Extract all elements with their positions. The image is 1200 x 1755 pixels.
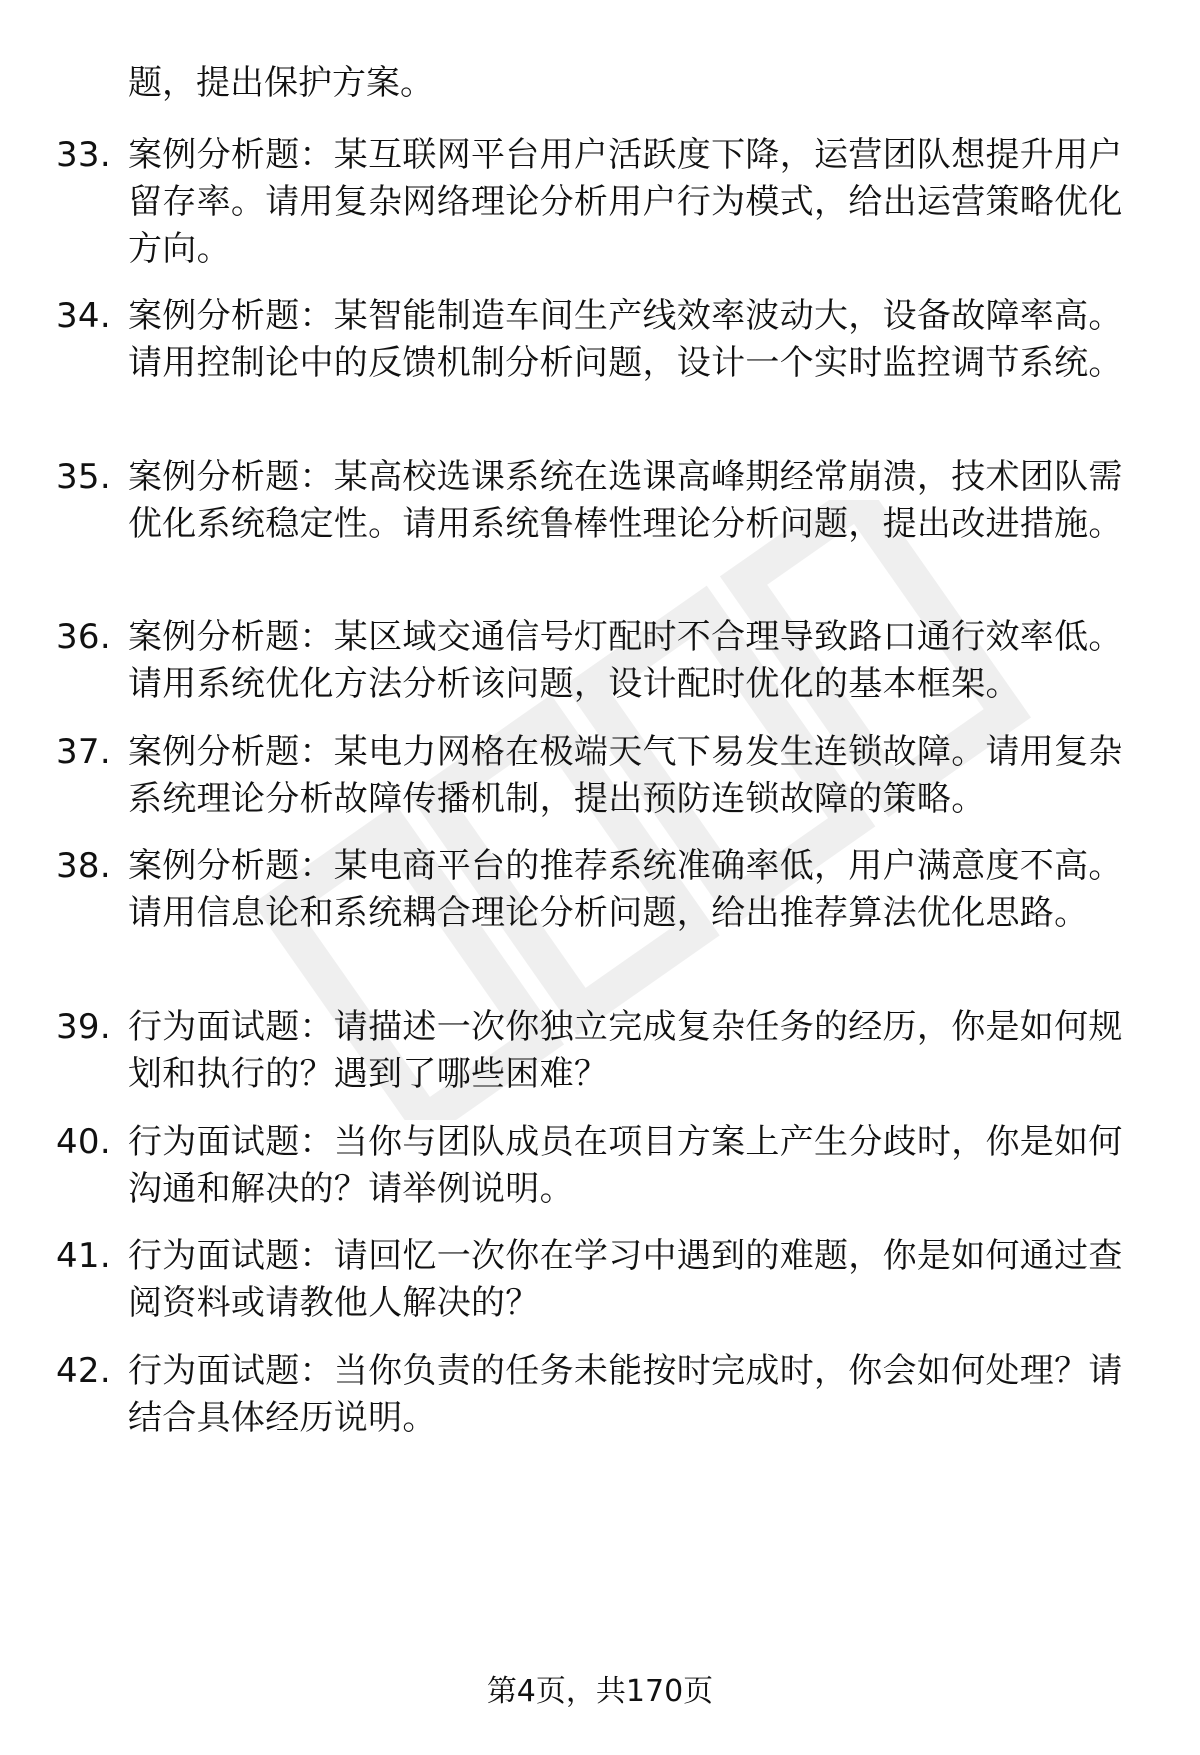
question-35 (56, 454, 1146, 548)
question-text: 案例分析题：某智能制造车间生产线效率波动大，设备故障率高。请用控制论中的反馈机制分析问题，设计一个实时监控调节系统。 (128, 296, 1123, 383)
question-text: 案例分析题：某电力网格在极端天气下易发生连锁故障。请用复杂系统理论分析故障传播机制，提出预防连锁故障的策略。 (128, 732, 1123, 819)
question-text: 案例分析题：某互联网平台用户活跃度下降，运营团队想提升用户留存率。请用复杂网络理论分析用户行为模式，给出运营策略优化方向。 (128, 135, 1123, 269)
question-number: 38. (56, 846, 111, 886)
question-text: 行为面试题：请描述一次你独立完成复杂任务的经历，你是如何规划和执行的？遇到了哪些困难？ (128, 1007, 1123, 1094)
question-text: 行为面试题：当你与团队成员在项目方案上产生分歧时，你是如何沟通和解决的？请举例说明。 (128, 1122, 1123, 1209)
question-38 (56, 843, 1146, 937)
question-number: 36. (56, 617, 111, 657)
page-footer: 第4页，共170页 (486, 1674, 714, 1709)
question-text: 案例分析题：某高校选课系统在选课高峰期经常崩溃，技术团队需优化系统稳定性。请用系统鲁棒性理论分析问题，提出改进措施。 (128, 457, 1123, 544)
question-number: 37. (56, 732, 111, 772)
question-41 (56, 1233, 1146, 1327)
question-number: 42. (56, 1351, 111, 1391)
question-39 (56, 1004, 1146, 1098)
question-34 (56, 293, 1146, 387)
question-42 (56, 1348, 1146, 1442)
question-33 (56, 132, 1146, 273)
question-text: 案例分析题：某区域交通信号灯配时不合理导致路口通行效率低。请用系统优化方法分析该问题，设计配时优化的基本框架。 (128, 617, 1123, 704)
question-number: 39. (56, 1007, 111, 1047)
question-text: 行为面试题：请回忆一次你在学习中遇到的难题，你是如何通过查阅资料或请教他人解决的？ (128, 1236, 1123, 1323)
question-text: 行为面试题：当你负责的任务未能按时完成时，你会如何处理？请结合具体经历说明。 (128, 1351, 1123, 1438)
question-number: 34. (56, 296, 111, 336)
question-36 (56, 614, 1146, 708)
question-number: 41. (56, 1236, 111, 1276)
question-text: 案例分析题：某电商平台的推荐系统准确率低，用户满意度不高。请用信息论和系统耦合理论分析问题，给出推荐算法优化思路。 (128, 846, 1123, 933)
question-number: 40. (56, 1122, 111, 1162)
question-number: 35. (56, 457, 111, 497)
continued-text: 题，提出保护方案。 (128, 63, 434, 103)
question-37 (56, 729, 1146, 823)
question-40 (56, 1119, 1146, 1213)
question-number: 33. (56, 135, 111, 175)
